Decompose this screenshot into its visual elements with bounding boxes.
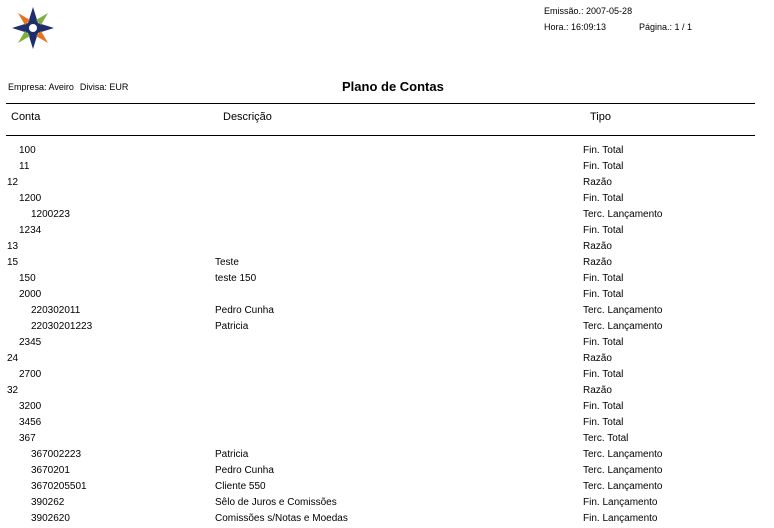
cell-tipo: Fin. Total xyxy=(583,193,624,204)
cell-conta: 11 xyxy=(19,161,30,172)
cell-descricao: Pedro Cunha xyxy=(215,465,274,476)
cell-conta: 3456 xyxy=(19,417,42,428)
cell-tipo: Razão xyxy=(583,241,612,252)
column-header-descricao: Descrição xyxy=(223,111,272,123)
cell-conta: 32 xyxy=(7,385,19,396)
cell-conta: 3902620 xyxy=(31,513,70,524)
table-row xyxy=(0,416,774,432)
page-label: Página.: xyxy=(639,22,673,32)
table-row xyxy=(0,352,774,368)
cell-conta: 3670201 xyxy=(31,465,70,476)
table-row xyxy=(0,320,774,336)
cell-tipo: Terc. Lançamento xyxy=(583,305,663,316)
cell-descricao: Cliente 550 xyxy=(215,481,266,492)
cell-conta: 22030201223 xyxy=(31,321,93,332)
header-divider-top xyxy=(6,103,755,104)
cell-tipo: Terc. Lançamento xyxy=(583,449,663,460)
column-header-tipo: Tipo xyxy=(590,111,611,123)
table-row xyxy=(0,160,774,176)
cell-tipo: Fin. Total xyxy=(583,337,624,348)
table-row xyxy=(0,448,774,464)
page-value: 1 / 1 xyxy=(674,22,693,32)
emission-value: 2007-05-28 xyxy=(586,6,633,16)
table-row xyxy=(0,240,774,256)
time-value: 16:09:13 xyxy=(571,22,607,32)
page-number xyxy=(639,21,692,33)
company-logo-icon xyxy=(10,5,56,51)
cell-conta: 367 xyxy=(19,433,36,444)
header-divider-bottom xyxy=(6,135,755,136)
table-row xyxy=(0,224,774,240)
cell-conta: 2700 xyxy=(19,369,42,380)
cell-conta: 100 xyxy=(19,145,36,156)
cell-tipo: Terc. Lançamento xyxy=(583,321,663,332)
company-name: Empresa: Aveiro xyxy=(8,82,74,92)
table-row xyxy=(0,336,774,352)
table-row xyxy=(0,272,774,288)
cell-descricao: Patricia xyxy=(215,449,249,460)
cell-tipo: Fin. Total xyxy=(583,273,624,284)
print-time xyxy=(544,21,606,33)
cell-tipo: Fin. Total xyxy=(583,225,624,236)
cell-tipo: Razão xyxy=(583,257,612,268)
cell-conta: 24 xyxy=(7,353,19,364)
table-row xyxy=(0,512,774,528)
cell-tipo: Razão xyxy=(583,353,612,364)
accounts-table xyxy=(0,144,774,528)
company-info xyxy=(8,82,134,92)
cell-descricao: teste 150 xyxy=(215,273,257,284)
cell-tipo: Fin. Total xyxy=(583,161,624,172)
cell-tipo: Fin. Total xyxy=(583,369,624,380)
cell-descricao: Teste xyxy=(215,257,239,268)
cell-conta: 13 xyxy=(7,241,19,252)
cell-descricao: Pedro Cunha xyxy=(215,305,274,316)
cell-conta: 1234 xyxy=(19,225,42,236)
column-header-conta: Conta xyxy=(11,111,41,123)
emission-label: Emissão.: xyxy=(544,6,584,16)
cell-tipo: Fin. Total xyxy=(583,145,624,156)
time-label: Hora.: xyxy=(544,22,569,32)
table-row xyxy=(0,256,774,272)
table-row xyxy=(0,144,774,160)
cell-conta: 1200 xyxy=(19,193,42,204)
cell-conta: 3200 xyxy=(19,401,42,412)
cell-conta: 2000 xyxy=(19,289,42,300)
cell-tipo: Terc. Total xyxy=(583,433,629,444)
cell-conta: 3670205501 xyxy=(31,481,87,492)
cell-tipo: Terc. Lançamento xyxy=(583,465,663,476)
cell-descricao: Sêlo de Juros e Comissões xyxy=(215,497,337,508)
cell-tipo: Fin. Total xyxy=(583,289,624,300)
cell-conta: 367002223 xyxy=(31,449,82,460)
table-row xyxy=(0,384,774,400)
table-row xyxy=(0,368,774,384)
cell-tipo: Terc. Lançamento xyxy=(583,209,663,220)
cell-tipo: Terc. Lançamento xyxy=(583,481,663,492)
currency: Divisa: EUR xyxy=(79,82,129,92)
table-row xyxy=(0,192,774,208)
table-row xyxy=(0,480,774,496)
cell-conta: 12 xyxy=(7,177,19,188)
cell-tipo: Razão xyxy=(583,385,612,396)
emission-date xyxy=(544,5,632,17)
cell-descricao: Patricia xyxy=(215,321,249,332)
table-row xyxy=(0,304,774,320)
table-row xyxy=(0,288,774,304)
table-row xyxy=(0,432,774,448)
cell-tipo: Razão xyxy=(583,177,612,188)
cell-conta: 390262 xyxy=(31,497,65,508)
cell-tipo: Fin. Total xyxy=(583,417,624,428)
cell-conta: 15 xyxy=(7,257,19,268)
cell-conta: 220302011 xyxy=(31,305,81,316)
report-title: Plano de Contas xyxy=(342,79,444,94)
cell-tipo: Fin. Lançamento xyxy=(583,513,658,524)
cell-tipo: Fin. Lançamento xyxy=(583,497,658,508)
table-row xyxy=(0,400,774,416)
table-row xyxy=(0,176,774,192)
cell-descricao: Comissões s/Notas e Moedas xyxy=(215,513,348,524)
cell-conta: 1200223 xyxy=(31,209,70,220)
table-row xyxy=(0,464,774,480)
cell-tipo: Fin. Total xyxy=(583,401,624,412)
cell-conta: 2345 xyxy=(19,337,42,348)
table-row xyxy=(0,208,774,224)
cell-conta: 150 xyxy=(19,273,36,284)
table-row xyxy=(0,496,774,512)
